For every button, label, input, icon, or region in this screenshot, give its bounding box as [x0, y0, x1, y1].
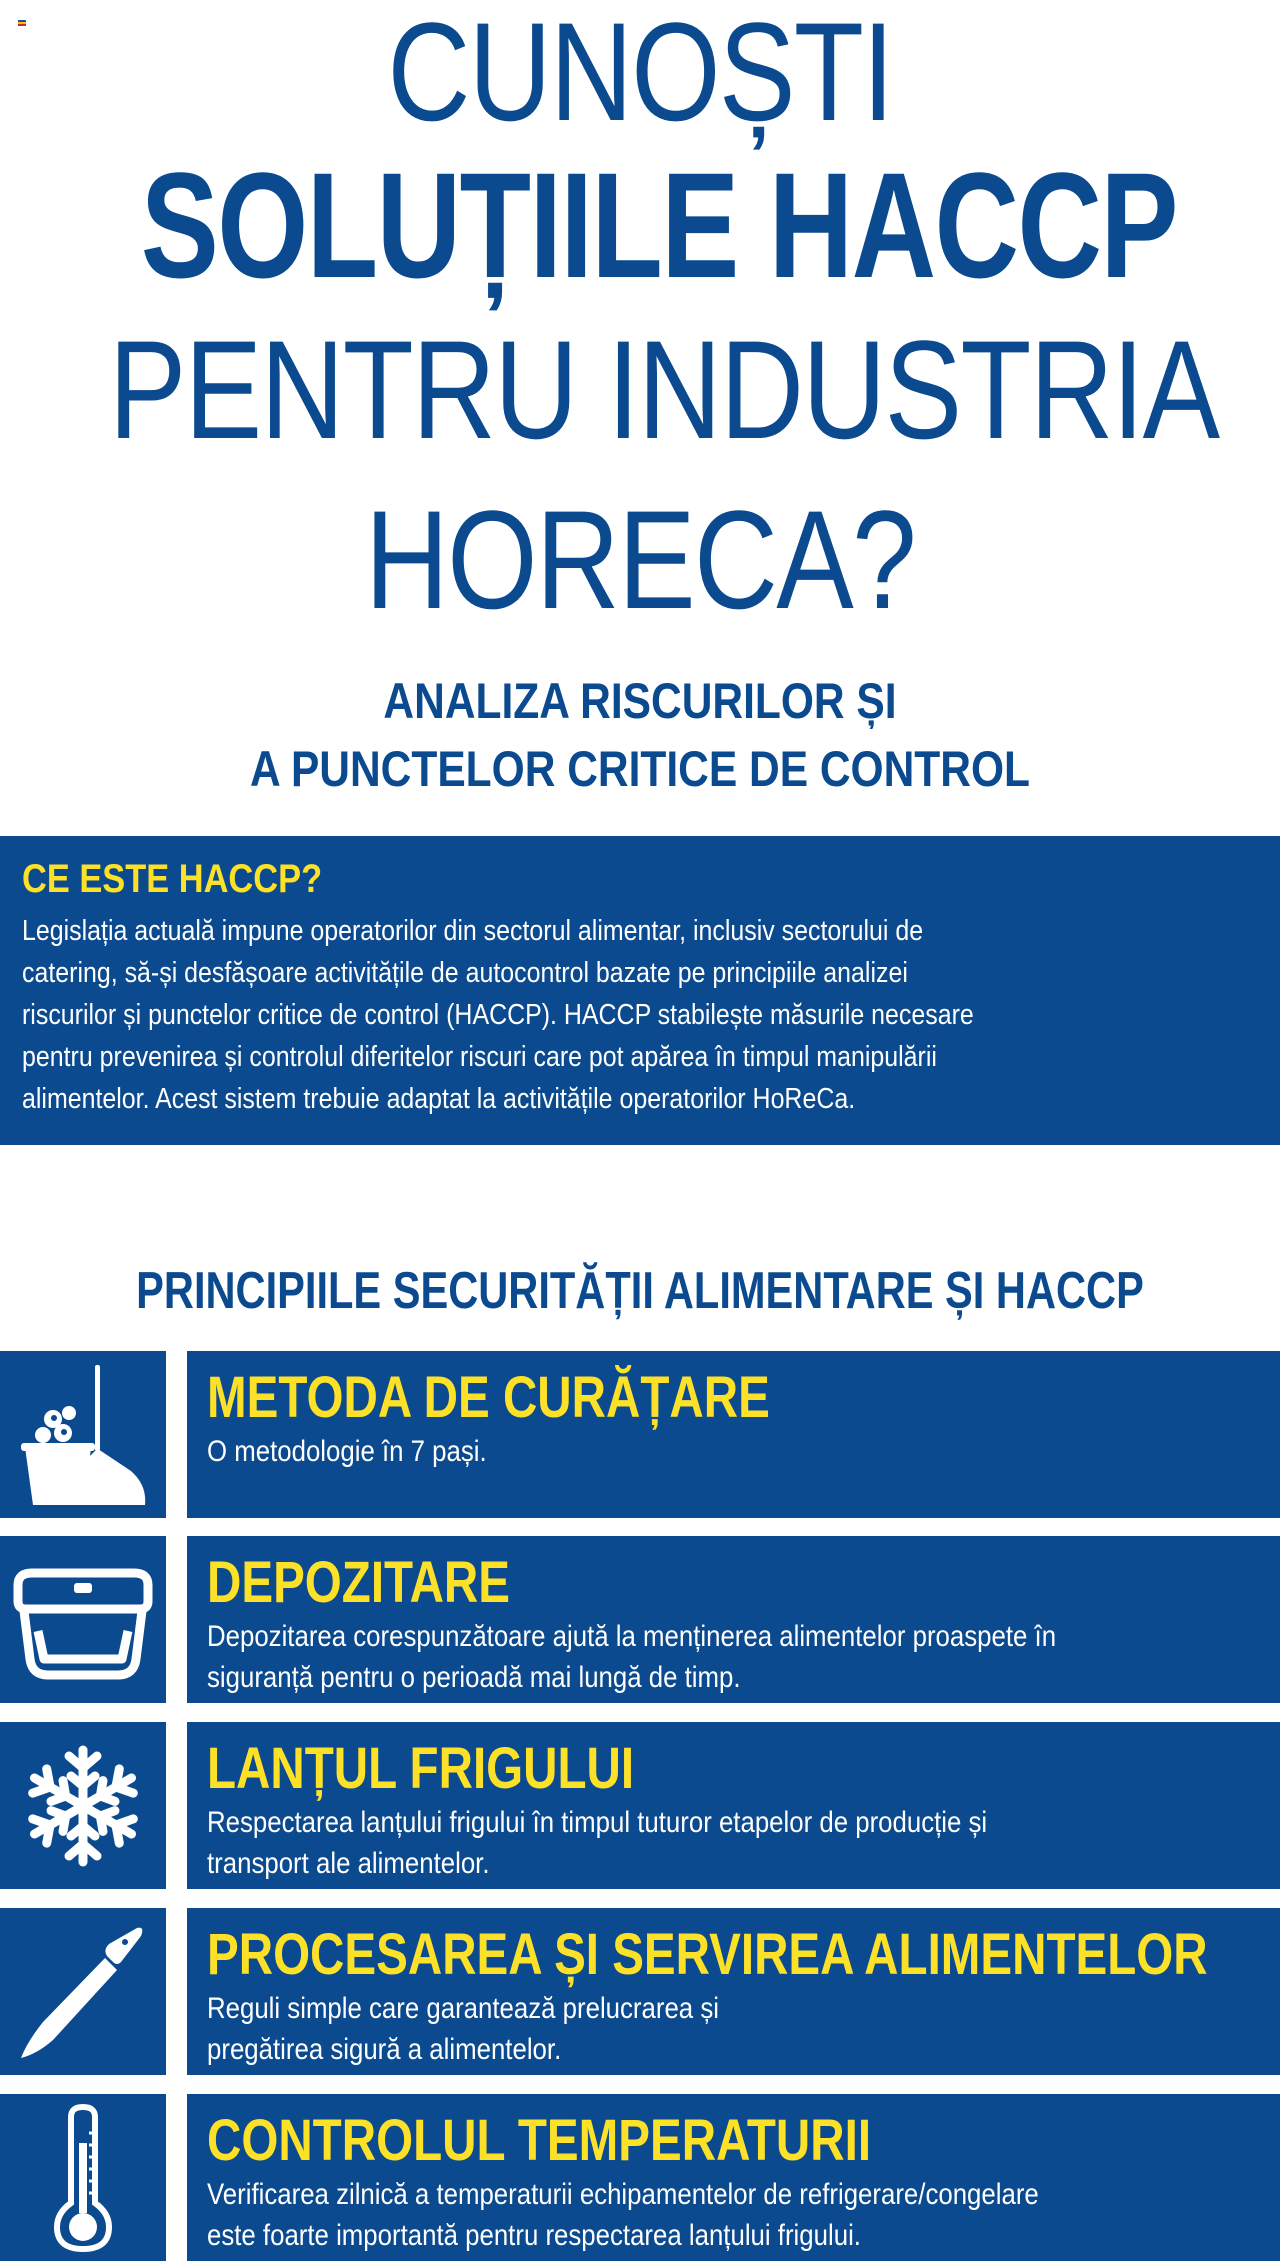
subtitle-line-2: A PUNCTELOR CRITICE DE CONTROL [250, 741, 1030, 797]
flag-icon [18, 20, 26, 26]
info-text-line: catering, să-și desfășoare activitățile de autocontrol bazate pe principiile analizei [22, 957, 908, 989]
principle-title: PROCESAREA ȘI SERVIREA ALIMENTELOR [207, 1922, 1208, 1987]
principle-item-cold-chain [0, 1722, 1280, 1889]
subtitle-line-1: ANALIZA RISCURILOR ȘI [383, 673, 897, 729]
principle-text [187, 1351, 1280, 1518]
principles-title: PRINCIPIILE SECURITĂȚII ALIMENTARE ȘI HACCP [136, 1262, 1144, 1320]
principle-title: METODA DE CURĂȚARE [207, 1365, 770, 1430]
snowflake-icon [0, 1722, 166, 1889]
principle-description [207, 1988, 1265, 2070]
hero-line-2: SOLUȚIILE HACCP [140, 141, 1177, 309]
principle-title: CONTROLUL TEMPERATURII [207, 2108, 872, 2173]
principle-item-storage [0, 1536, 1280, 1703]
principle-text [187, 1908, 1280, 2075]
haccp-info-box [0, 836, 1280, 1145]
principle-item-processing [0, 1908, 1280, 2075]
info-text-line: riscurilor și punctelor critice de control (HACCP). HACCP stabilește măsurile necesare [22, 999, 974, 1031]
knife-icon [0, 1908, 166, 2075]
principle-text [187, 2094, 1280, 2261]
hero-line-1: CUNOȘTI [387, 0, 893, 150]
info-text-line: pentru prevenirea și controlul diferitelor riscuri care pot apărea în timpul manipulării [22, 1041, 937, 1073]
info-text-line: Legislația actuală impune operatorilor din sectorul alimentar, inclusiv sectorului de [22, 915, 924, 947]
principle-item-cleaning [0, 1351, 1280, 1518]
principle-description-line: Depozitarea corespunzătoare ajută la menținerea alimentelor proaspete în [207, 1620, 1057, 1653]
principle-description-line: siguranță pentru o perioadă mai lungă de timp. [207, 1661, 741, 1694]
principle-description [207, 1431, 1265, 1472]
principle-description-line: O metodologie în 7 pași. [207, 1435, 487, 1468]
principle-description-line: Verificarea zilnică a temperaturii echipamentelor de refrigerare/congelare [207, 2178, 1039, 2211]
principle-description [207, 2174, 1265, 2256]
principle-description [207, 1616, 1265, 1698]
thermometer-icon [0, 2094, 166, 2261]
principle-title: DEPOZITARE [207, 1550, 510, 1615]
principle-description [207, 1802, 1265, 1884]
principle-description-line: Reguli simple care garantează prelucrarea și [207, 1992, 719, 2025]
principle-title: LANȚUL FRIGULUI [207, 1736, 635, 1801]
hero-line-3: PENTRU INDUSTRIA [108, 311, 1219, 468]
hero-line-4: HORECA? [364, 481, 916, 638]
principle-description-line: transport ale alimentelor. [207, 1847, 490, 1880]
cleaning-icon [0, 1351, 166, 1518]
info-text-line: alimentelor. Acest sistem trebuie adaptat la activitățile operatorilor HoReCa. [22, 1083, 856, 1115]
principle-text [187, 1722, 1280, 1889]
principle-item-temperature [0, 2094, 1280, 2261]
principle-description-line: este foarte importantă pentru respectarea lanțului frigului. [207, 2219, 861, 2252]
info-title: CE ESTE HACCP? [22, 857, 323, 901]
principle-description-line: Respectarea lanțului frigului în timpul tuturor etapelor de producție și [207, 1806, 988, 1839]
storage-container-icon [0, 1536, 166, 1703]
info-text [22, 910, 1226, 1120]
principle-text [187, 1536, 1280, 1703]
principle-description-line: pregătirea sigură a alimentelor. [207, 2033, 562, 2066]
